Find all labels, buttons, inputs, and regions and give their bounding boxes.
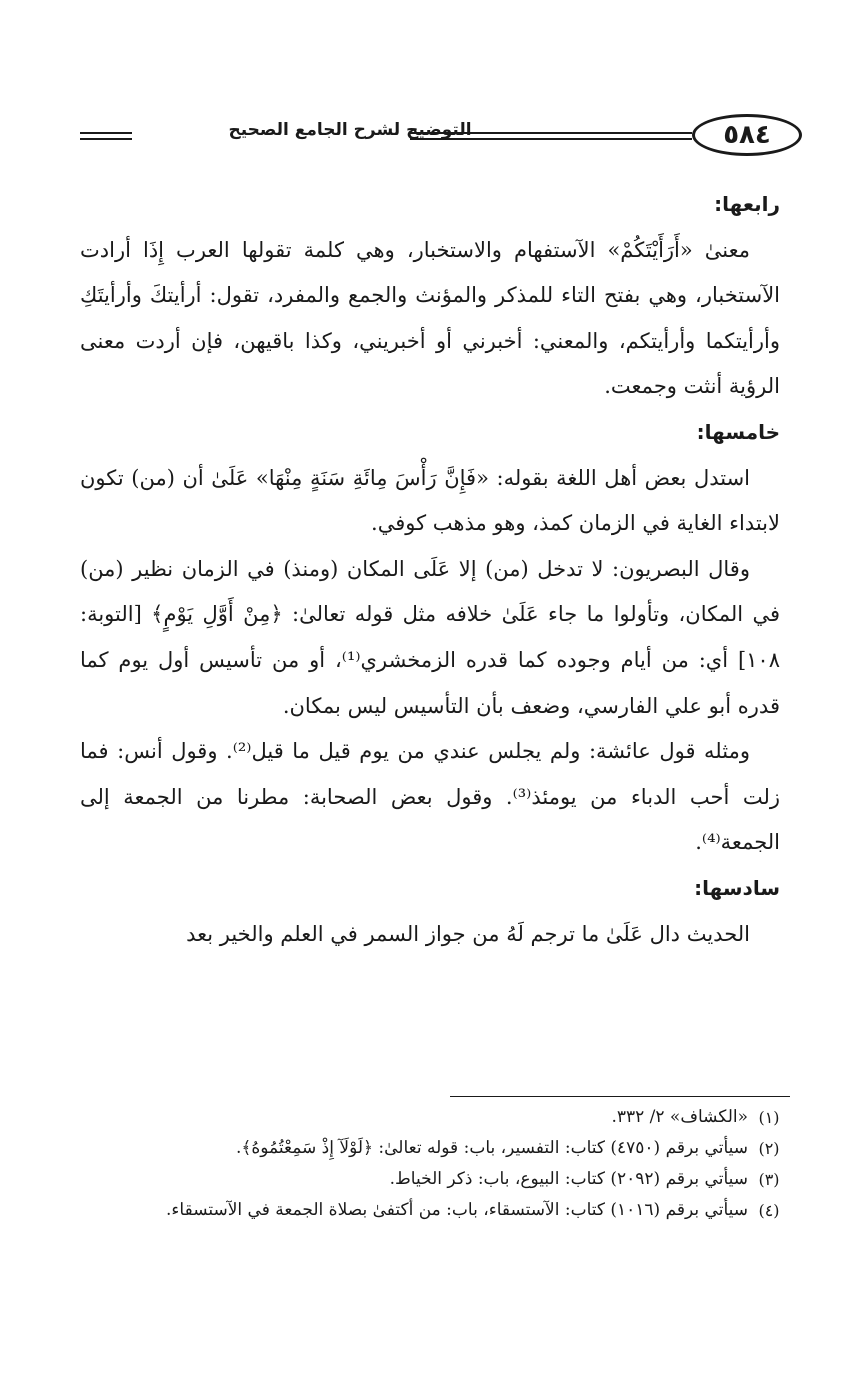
footnote-text: «الكشاف» ٢/ ٣٣٢. bbox=[611, 1107, 748, 1127]
footnote-number: (٢) bbox=[758, 1139, 780, 1158]
page-number-badge bbox=[692, 114, 802, 156]
footnote bbox=[80, 1133, 790, 1164]
footnote-number: (٣) bbox=[758, 1170, 780, 1189]
footnote bbox=[80, 1195, 790, 1226]
page-header bbox=[80, 112, 800, 162]
footnote-separator bbox=[450, 1096, 790, 1097]
paragraph-7: ومثله قول عائشة: ولم يجلس عندي من يوم قيل ما قيل⁽²⁾. وقول أنس: فما زلت أحب الدباء من يومئذ⁽³⁾. وقول بعض الصحابة: مطرنا من الجمعة إلى الجمعة⁽⁴⁾. bbox=[80, 739, 780, 855]
footnote-number: (٤) bbox=[758, 1201, 780, 1220]
paragraph-6: وقال البصريون: لا تدخل (من) إلا عَلَى المكان (ومنذ) في الزمان نظير (من) في المكان، وتأولوا ما جاء عَلَىٰ خلافه مثل قوله تعالىٰ: ﴿مِنْ أَوَّلِ يَوْمٍ﴾ [التوبة: ١٠٨] أي: من أيام وجوده كما قدره الزمخشري⁽¹⁾، أو من تأسيس أول يوم كما قدره أبو علي الفارسي، وضعف بأن التأسيس ليس بمكان. bbox=[80, 556, 780, 718]
header-rule-left-top bbox=[80, 132, 132, 134]
footnote-text: سيأتي برقم (٢٠٩٢) كتاب: البيوع، باب: ذكر الخياط. bbox=[389, 1169, 748, 1189]
header-rule-left-bottom bbox=[80, 138, 132, 140]
section-heading-5: خامسها: bbox=[696, 419, 780, 444]
footnote bbox=[80, 1102, 790, 1133]
footnote-text: سيأتي برقم (٤٧٥٠) كتاب: التفسير، باب: قوله تعالىٰ: ﴿لَوْلَآ إِذْ سَمِعْتُمُوهُ﴾. bbox=[235, 1138, 748, 1158]
page-number: ٥٨٤ bbox=[723, 120, 771, 150]
footnotes bbox=[80, 1102, 790, 1226]
footnote bbox=[80, 1164, 790, 1195]
paragraph-4: معنىٰ «أَرَأَيْتَكُمْ» الآستفهام والاستخبار، وهي كلمة تقولها العرب إِذَا أرادت الآستخبار، وهي بفتح التاء للمذكر والمؤنث والجمع والمفرد، تقول: أرأيتكَ وأرأيتَكِ وأرأيتكما وأرأيتكم، والمعني: أخبرني أو أخبريني، وكذا باقيهن، فإن أردت معنى الرؤية أنثت وجمعت. bbox=[80, 237, 780, 399]
footnote-number: (١) bbox=[758, 1108, 780, 1127]
running-title: التوضيح لشرح الجامع الصحيح bbox=[228, 120, 472, 140]
section-heading-4: رابعها: bbox=[714, 192, 780, 216]
paragraph-5: استدل بعض أهل اللغة بقوله: «فَإِنَّ رَأْسَ مِائَةِ سَنَةٍ مِنْهَا» عَلَىٰ أن (من) تكون لابتداء الغاية في الزمان كمذ، وهو مذهب كوفي. bbox=[80, 465, 780, 536]
section-heading-6: سادسها: bbox=[694, 875, 780, 900]
paragraph-8: الحديث دال عَلَىٰ ما ترجم لَهُ من جواز السمر في العلم والخير بعد bbox=[186, 921, 750, 946]
main-text bbox=[80, 182, 780, 957]
footnote-text: سيأتي برقم (١٠١٦) كتاب: الآستسقاء، باب: من أكتفىٰ بصلاة الجمعة في الآستسقاء. bbox=[166, 1200, 748, 1220]
